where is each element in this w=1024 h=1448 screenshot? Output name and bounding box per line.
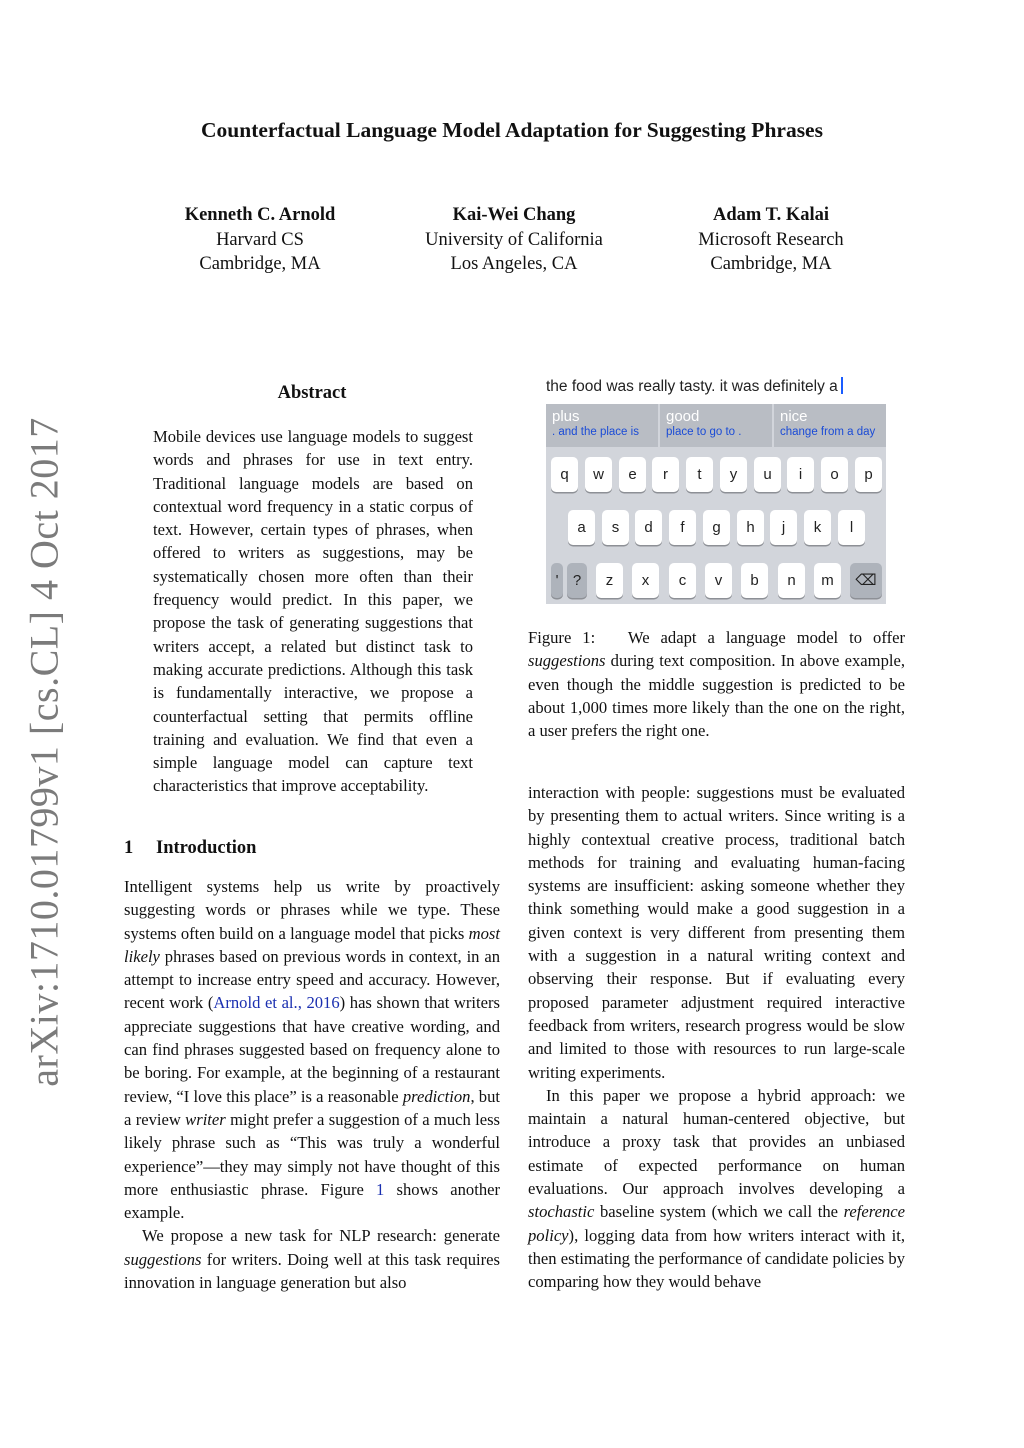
key[interactable]: o [821,457,848,492]
suggestion-phrase: place to go to . [666,426,742,438]
suggestion-good[interactable] [660,404,774,447]
key[interactable]: r [652,457,679,492]
key[interactable]: t [686,457,713,492]
caption-label: Figure 1: [528,628,596,647]
suggestion-word: good [666,408,700,425]
section-number: 1 [124,838,134,858]
key[interactable]: c [669,563,696,598]
text-run: ), logging data from how writers interact with it, then estimating the performance of candidate policies by comparing how they would behave [528,1225,905,1292]
key[interactable]: ? [567,563,587,598]
right-paragraph: interaction with people: suggestions must be evaluated by presenting them to actual writers. Since writing is a highly contextual creative process, traditional batch methods for training and evaluating human-facing systems are insufficient: asking someone whether they think something would make a good suggestion in a given context is very different from presenting them with a suggestion in a natural writing context and observing their response. But if evaluating every proposed parameter adjustment required interactive feedback from writers, research progress would be slow and limited to those with resources to run large-scale writing experiments. [528,783,905,1082]
key[interactable]: z [596,563,623,598]
text-run: ) has shown that writers appreciate suggestions that have creative wording, and can find phrases suggested based on frequency alone to be boring. For example, at the beginning of a restaurant review, “I love this place” is a reasonable [124,993,500,1106]
backspace-icon[interactable]: ⌫ [850,563,882,598]
author-block [641,203,901,277]
author-location: Los Angeles, CA [450,254,578,274]
intro-paragraph [124,875,500,1224]
text-run: We adapt a language model to offer [627,628,905,647]
text-run: during text composition. In above example, even though the middle suggestion is predicted to be about 1,000 times more likely than the one on the right, a user prefers the right one. [528,651,905,741]
author-block [130,203,390,277]
key[interactable]: h [737,510,764,545]
intro-paragraph [124,1224,500,1294]
section-heading [124,838,256,859]
key[interactable]: w [585,457,612,492]
author-affiliation: Microsoft Research [698,229,844,250]
text-run: We propose a new task for NLP research: generate [142,1226,500,1246]
key[interactable]: ' [551,563,563,598]
suggestion-phrase: change from a day [780,426,876,438]
key[interactable]: j [770,510,797,545]
section-title: Introduction [156,838,257,858]
key[interactable]: f [669,510,696,545]
arxiv-stamp-text: arXiv:1710.01799v1 [cs.CL] 4 Oct 2017 [21,417,67,1087]
figure-caption [528,626,905,742]
emphasis: suggestions [124,1249,202,1269]
typed-text: the food was really tasty. it was definitely a [546,378,838,395]
key[interactable]: q [551,457,578,492]
suggestion-nice[interactable] [774,404,886,447]
abstract-paragraph: Mobile devices use language models to suggest words and phrases for use in text entry. Traditional language models are based on contextual word frequency in a static corpus of text. However, certain types of phrases, when offered to writers as suggestions, may be systematically chosen more often than their frequency would predict. In this paper, we propose the task of generating suggestions that writers accept, a related but distinct task to making accurate predictions. Although this task is fundamentally interactive, we propose a counterfactual setting that permits offline training and evaluation. We find that even a simple language model can capture text characteristics that improve acceptability. [153,427,473,796]
suggestion-word: plus [552,408,580,425]
author-name: Kai-Wei Chang [452,205,576,225]
text-run: In this paper we propose a hybrid approach: we maintain a natural human-centered objective, but introduce a proxy task that provides an unbiased estimate of expected performance on human evaluations. Our approach involves developing a [528,1085,905,1199]
key[interactable]: l [838,510,865,545]
key[interactable]: p [855,457,882,492]
key[interactable]: s [602,510,629,545]
emphasis: prediction [402,1086,471,1106]
author-name: Adam T. Kalai [713,205,829,225]
key[interactable]: n [778,563,805,598]
key[interactable]: d [635,510,662,545]
text-cursor [841,377,843,394]
key[interactable]: k [804,510,831,545]
emphasis: writer [185,1109,226,1129]
citation-link[interactable]: Arnold et al., 2016 [213,993,340,1013]
key[interactable]: m [814,563,841,598]
key-row-3 [546,563,886,600]
key[interactable]: u [754,457,781,492]
key-row-2 [546,510,886,547]
suggestion-plus[interactable] [546,404,660,447]
emphasis: stochastic [528,1202,595,1222]
right-paragraph [528,1084,905,1294]
caption-text [528,626,905,742]
text-run: might prefer a suggestion of a much less likely phrase such as “This was truly a wonderful experience”—they may simply not have thought of this more enthusiastic phrase. Figure [124,1109,500,1199]
emphasis: reference policy [528,1202,905,1245]
abstract-heading: Abstract [277,383,347,403]
key[interactable]: x [632,563,659,598]
right-column [528,781,905,1294]
key[interactable]: b [741,563,768,598]
text-run: phrases based on previous words in context, in an attempt to increase entry speed and accuracy. However, recent work ( [124,946,500,1013]
text-run: shows another example. [124,1179,501,1223]
author-name: Kenneth C. Arnold [184,205,336,225]
key[interactable]: i [787,457,814,492]
author-affiliation: Harvard CS [216,229,304,250]
author-location: Cambridge, MA [199,254,321,274]
figure-ref-link[interactable]: 1 [376,1179,385,1199]
key[interactable]: e [619,457,646,492]
emphasis: suggestions [528,651,606,671]
text-run: baseline system (which we call the [594,1202,844,1222]
emphasis: most likely [124,923,500,966]
key[interactable]: g [703,510,730,545]
suggestion-bar [546,404,886,447]
author-location: Cambridge, MA [710,254,832,274]
text-run: , but a review [124,1086,500,1129]
text-run: Intelligent systems help us write by proactively suggesting words or phrases while we type. These systems often build on a language model that picks [124,877,500,943]
author-block [384,203,644,277]
abstract-text [153,425,473,798]
intro-column [124,875,500,1294]
suggestion-word: nice [780,408,808,425]
keyboard-figure [546,404,886,604]
key[interactable]: v [705,563,732,598]
text-run: for writers. Doing well at this task requires innovation in language generation but also [124,1249,500,1293]
suggestion-phrase: . and the place is [552,426,639,438]
figure-typed-sentence [546,377,906,396]
author-affiliation: University of California [425,229,603,250]
key-row-1 [546,457,886,494]
paper-title: Counterfactual Language Model Adaptation for Suggesting Phrases [201,118,823,142]
key[interactable]: a [568,510,595,545]
key[interactable]: y [720,457,747,492]
